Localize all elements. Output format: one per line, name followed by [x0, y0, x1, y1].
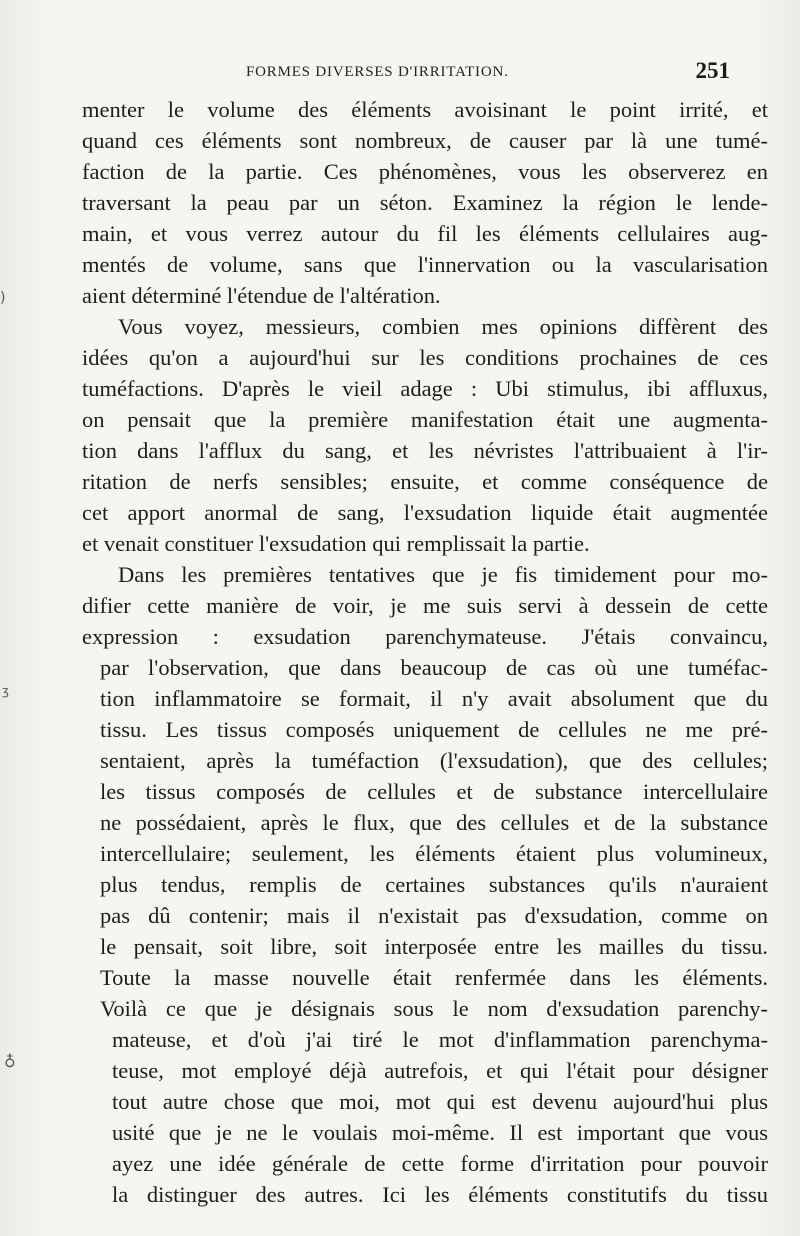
text-line: mateuse, et d'où j'ai tiré le mot d'inflammation parenchyma-: [112, 1027, 768, 1052]
text-line: tuméfactions. D'après le vieil adage : Ubi stimulus, ibi affluxus,: [82, 376, 768, 401]
text-line: ritation de nerfs sensibles; ensuite, et comme conséquence de: [82, 469, 768, 494]
text-line: Vous voyez, messieurs, combien mes opinions diffèrent des: [118, 314, 768, 339]
text-line: tion inflammatoire se formait, il n'y avait absolument que du: [100, 686, 768, 711]
text-line: difier cette manière de voir, je me suis servi à dessein de cette: [82, 593, 768, 618]
text-line: Voilà ce que je désignais sous le nom d'exsudation parenchy-: [100, 996, 768, 1021]
text-line: tissu. Les tissus composés uniquement de cellules ne me pré-: [100, 717, 768, 742]
margin-mark-icon: ): [0, 290, 6, 306]
body-text: [82, 94, 768, 1210]
text-line: quand ces éléments sont nombreux, de causer par là une tumé-: [82, 128, 768, 153]
text-line: pas dû contenir; mais il n'existait pas d'exsudation, comme on: [100, 903, 768, 928]
text-line: par l'observation, que dans beaucoup de cas où une tuméfac-: [100, 655, 768, 680]
text-line: sentaient, après la tuméfaction (l'exsudation), que des cellules;: [100, 748, 768, 773]
text-line: aient déterminé l'étendue de l'altération.: [82, 283, 441, 308]
text-line: ayez une idée générale de cette forme d'irritation pour pouvoir: [112, 1151, 768, 1176]
text-line: tion dans l'afflux du sang, et les névristes l'attribuaient à l'ir-: [82, 438, 768, 463]
text-line: idées qu'on a aujourd'hui sur les conditions prochaines de ces: [82, 345, 768, 370]
text-line: le pensait, soit libre, soit interposée entre les mailles du tissu.: [100, 934, 768, 959]
text-line: ne possédaient, après le flux, que des cellules et de la substance: [100, 810, 768, 835]
text-line: plus tendus, remplis de certaines substances qu'ils n'auraient: [100, 872, 768, 897]
text-line: on pensait que la première manifestation était une augmenta-: [82, 407, 768, 432]
margin-mark-icon: ʒ: [2, 684, 9, 698]
text-line: les tissus composés de cellules et de substance intercellulaire: [100, 779, 768, 804]
text-line: Dans les premières tentatives que je fis timidement pour mo-: [118, 562, 768, 587]
text-line: menter le volume des éléments avoisinant le point irrité, et: [82, 97, 768, 122]
page-header: [84, 58, 736, 90]
margin-mark-icon: ♁: [4, 1052, 16, 1071]
text-line: Toute la masse nouvelle était renfermée dans les éléments.: [100, 965, 768, 990]
text-line: cet apport anormal de sang, l'exsudation liquide était augmentée: [82, 500, 768, 525]
running-title: FORMES DIVERSES D'IRRITATION.: [246, 64, 509, 80]
text-line: mentés de volume, sans que l'innervation ou la vascularisation: [82, 252, 768, 277]
text-line: usité que je ne le voulais moi-même. Il est important que vous: [112, 1120, 768, 1145]
text-line: intercellulaire; seulement, les éléments étaient plus volumineux,: [100, 841, 768, 866]
text-line: et venait constituer l'exsudation qui remplissait la partie.: [82, 531, 590, 556]
text-line: tout autre chose que moi, mot qui est devenu aujourd'hui plus: [112, 1089, 768, 1114]
text-line: expression : exsudation parenchymateuse. J'étais convaincu,: [82, 624, 768, 649]
text-line: traversant la peau par un séton. Examinez la région le lende-: [82, 190, 768, 215]
text-line: teuse, mot employé déjà autrefois, et qui l'était pour désigner: [112, 1058, 768, 1083]
page-number: 251: [695, 58, 730, 83]
text-line: faction de la partie. Ces phénomènes, vous les observerez en: [82, 159, 768, 184]
text-line: main, et vous verrez autour du fil les éléments cellulaires aug-: [82, 221, 768, 246]
text-line: la distinguer des autres. Ici les éléments constitutifs du tissu: [112, 1182, 768, 1207]
